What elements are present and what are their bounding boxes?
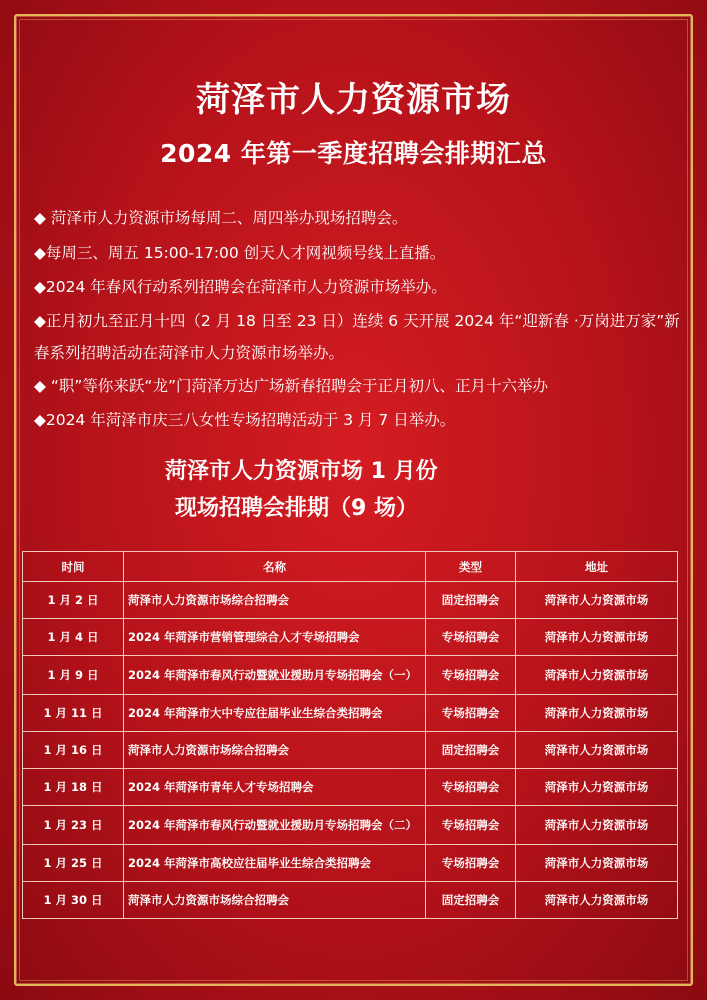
cell-name: 2024 年菏泽市春风行动暨就业援助月专场招聘会（一） [124,656,426,695]
cell-name: 2024 年菏泽市高校应往届毕业生综合类招聘会 [124,845,426,882]
cell-date: 1 月 4 日 [23,619,124,656]
cell-address: 菏泽市人力资源市场 [516,806,678,845]
cell-date: 1 月 23 日 [23,806,124,845]
cell-name: 菏泽市人力资源市场综合招聘会 [124,582,426,619]
schedule-table [22,551,678,919]
cell-name: 菏泽市人力资源市场综合招聘会 [124,732,426,769]
notice-item: ◆2024 年春风行动系列招聘会在菏泽市人力资源市场举办。 [34,278,447,296]
table-row [23,656,678,695]
cell-name: 2024 年菏泽市营销管理综合人才专场招聘会 [124,619,426,656]
cell-type: 专场招聘会 [426,695,516,732]
table-row [23,806,678,845]
cell-date: 1 月 2 日 [23,582,124,619]
notice-item: ◆每周三、周五 15:00-17:00 创天人才网视频号线上直播。 [34,243,446,262]
cell-date: 1 月 16 日 [23,732,124,769]
table-row [23,882,678,919]
cell-date: 1 月 30 日 [23,882,124,919]
table-row [23,845,678,882]
cell-type: 专场招聘会 [426,769,516,806]
table-row [23,619,678,656]
cell-address: 菏泽市人力资源市场 [516,769,678,806]
page-subtitle: 2024 年第一季度招聘会排期汇总 [160,139,547,168]
cell-date: 1 月 11 日 [23,695,124,732]
notice-item: ◆2024 年菏泽市庆三八女性专场招聘活动于 3 月 7 日举办。 [34,411,456,429]
header-name: 名称 [124,552,426,582]
section-title-line2: 现场招聘会排期（9 场） [175,496,418,521]
notice-list [34,201,684,438]
cell-type: 专场招聘会 [426,656,516,695]
cell-name: 2024 年菏泽市大中专应往届毕业生综合类招聘会 [124,695,426,732]
cell-address: 菏泽市人力资源市场 [516,656,678,695]
table-row [23,769,678,806]
cell-name: 2024 年菏泽市青年人才专场招聘会 [124,769,426,806]
cell-address: 菏泽市人力资源市场 [516,695,678,732]
notice-item: ◆正月初九至正月十四（2 月 18 日至 23 日）连续 6 天开展 2024 年“迎新春 ·万岗进万家”新春系列招聘活动在菏泽市人力资源市场举办。 [34,311,680,362]
notice-item: ◆ “职”等你来跃“龙”门菏泽万达广场新春招聘会于正月初八、正月十六举办 [34,376,548,395]
cell-type: 固定招聘会 [426,582,516,619]
cell-type: 专场招聘会 [426,845,516,882]
section-title-line1: 菏泽市人力资源市场 1 月份 [165,459,438,484]
header-date: 时间 [23,552,124,582]
cell-date: 1 月 18 日 [23,769,124,806]
cell-type: 固定招聘会 [426,882,516,919]
cell-type: 固定招聘会 [426,732,516,769]
cell-type: 专场招聘会 [426,806,516,845]
header-type: 类型 [426,552,516,582]
cell-address: 菏泽市人力资源市场 [516,732,678,769]
cell-name: 2024 年菏泽市春风行动暨就业援助月专场招聘会（二） [124,806,426,845]
page-title: 菏泽市人力资源市场 [196,80,511,120]
table-header-row [23,552,678,582]
table-row [23,582,678,619]
cell-type: 专场招聘会 [426,619,516,656]
cell-address: 菏泽市人力资源市场 [516,619,678,656]
cell-address: 菏泽市人力资源市场 [516,582,678,619]
cell-date: 1 月 25 日 [23,845,124,882]
cell-date: 1 月 9 日 [23,656,124,695]
header-address: 地址 [516,552,678,582]
cell-address: 菏泽市人力资源市场 [516,882,678,919]
notice-item: ◆ 菏泽市人力资源市场每周二、周四举办现场招聘会。 [34,209,408,227]
cell-address: 菏泽市人力资源市场 [516,845,678,882]
cell-name: 菏泽市人力资源市场综合招聘会 [124,882,426,919]
table-row [23,732,678,769]
table-row [23,695,678,732]
